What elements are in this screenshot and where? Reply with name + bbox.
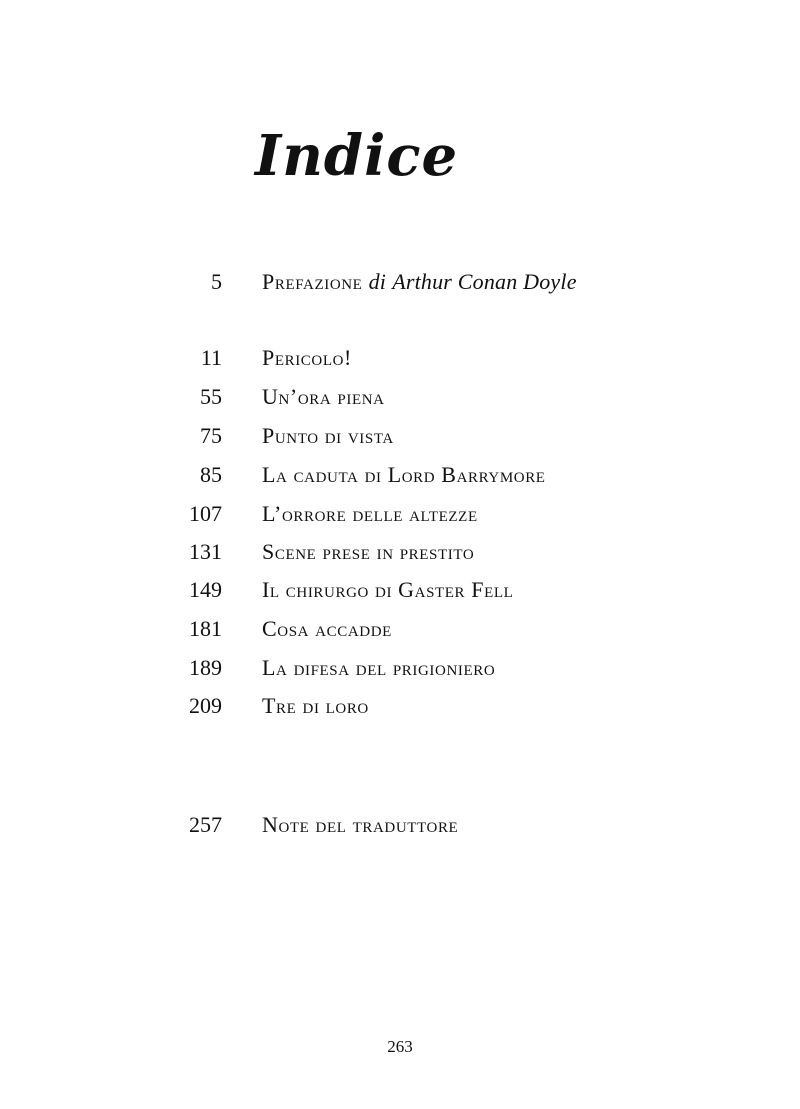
toc-page-number: 209 — [189, 693, 222, 718]
toc-row — [0, 499, 800, 529]
toc-page-number: 55 — [200, 384, 222, 409]
toc-page-number: 75 — [200, 423, 222, 448]
toc-page-number: 5 — [211, 269, 222, 294]
toc-page-number: 85 — [200, 462, 222, 487]
toc-entry-title — [262, 267, 577, 297]
page-number: 263 — [387, 1037, 413, 1056]
toc-row — [0, 382, 800, 412]
preface-connector: di — [368, 269, 387, 294]
preface-author: Arthur Conan Doyle — [392, 269, 577, 294]
toc-page-number: 257 — [189, 812, 222, 837]
toc-page-number: 131 — [189, 539, 222, 564]
toc-row — [0, 343, 800, 373]
toc-row-notes — [0, 810, 800, 840]
preface-label: Prefazione — [262, 269, 363, 294]
toc-entry-title: Punto di vista — [262, 423, 394, 448]
toc-page-number: 189 — [189, 655, 222, 680]
toc-row — [0, 421, 800, 451]
toc-entry-title: La caduta di Lord Barrymore — [262, 462, 546, 487]
toc-entry-title: Note del traduttore — [262, 812, 459, 837]
toc-entry-title: La difesa del prigioniero — [262, 655, 496, 680]
toc-row — [0, 575, 800, 605]
toc-entry-title: Cosa accadde — [262, 616, 392, 641]
toc-row-preface — [0, 267, 800, 297]
toc-row — [0, 460, 800, 490]
toc-entry-title: Tre di loro — [262, 693, 369, 718]
toc-page-number: 181 — [189, 616, 222, 641]
toc-entry-title: Il chirurgo di Gaster Fell — [262, 577, 514, 602]
page-title: Indice — [255, 123, 459, 189]
toc-entry-title: L’orrore delle altezze — [262, 501, 478, 526]
toc-entry-title: Scene prese in prestito — [262, 539, 475, 564]
toc-page-number: 11 — [200, 345, 222, 370]
toc-entry-title: Un’ora piena — [262, 384, 385, 409]
toc-row — [0, 614, 800, 644]
toc-page-number: 149 — [189, 577, 222, 602]
toc-row — [0, 691, 800, 721]
toc-page-number: 107 — [189, 501, 222, 526]
toc-row — [0, 653, 800, 683]
toc-entry-title: Pericolo! — [262, 345, 352, 370]
toc-row — [0, 537, 800, 567]
